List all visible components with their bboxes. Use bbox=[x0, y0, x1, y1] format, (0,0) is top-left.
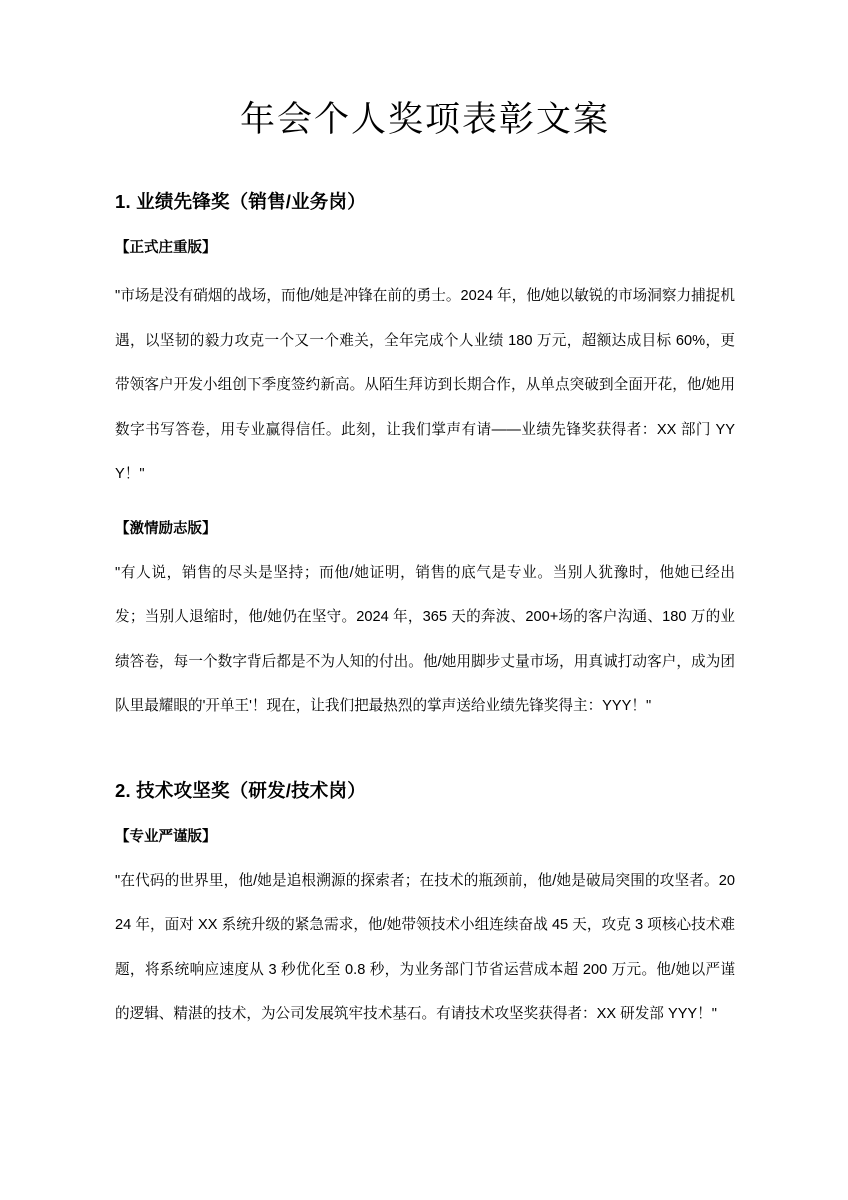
variant-label-formal: 【正式庄重版】 bbox=[115, 240, 217, 256]
variant-label-inspirational: 【激情励志版】 bbox=[115, 520, 217, 537]
section-heading-1: 1. 业绩先锋奖（销售/业务岗） bbox=[115, 191, 366, 212]
page-title: 年会个人奖项表彰文案 bbox=[239, 100, 610, 139]
section-heading-2: 2. 技术攻坚奖（研发/技术岗） bbox=[115, 779, 366, 801]
variant-label-professional: 【专业严谨版】 bbox=[115, 828, 217, 845]
variant-body-formal: "市场是没有硝烟的战场，而他/她是冲锋在前的勇士。2024 年，他/她以敏锐的市场洞察力捕捉机遇，以坚韧的毅力攻克一个又一个难关，全年完成个人业绩 180 万元，超额达成目标 60%，更带领客户开发小组创下季度签约新高。从陌生拜访到长期合作，从单点突破到全面开花，他/她用数字书写答卷，用专业赢得信任。此刻，让我们掌声有请——业绩先锋奖获得者：XX 部门 YYY！" bbox=[115, 288, 735, 482]
variant-body-professional: "在代码的世界里，他/她是追根溯源的探索者；在技术的瓶颈前，他/她是破局突围的攻坚者。2024 年，面对 XX 系统升级的紧急需求，他/她带领技术小组连续奋战 45 天，攻克 3 项核心技术难题，将系统响应速度从 3 秒优化至 0.8 秒，为业务部门节省运营成本超 200 万元。他/她以严谨的逻辑、精湛的技术，为公司发展筑牢技术基石。有请技术攻坚奖获得者：XX 研发部 YYY！" bbox=[115, 872, 735, 1022]
variant-body-inspirational: "有人说，销售的尽头是坚持；而他/她证明，销售的底气是专业。当别人犹豫时，他她已经出发；当别人退缩时，他/她仍在坚守。2024 年，365 天的奔波、200+场的客户沟通、180 万的业绩答卷，每一个数字背后都是不为人知的付出。他/她用脚步丈量市场，用真诚打动客户，成为团队里最耀眼的'开单王'！现在，让我们把最热烈的掌声送给业绩先锋奖得主：YYY！" bbox=[115, 564, 735, 714]
